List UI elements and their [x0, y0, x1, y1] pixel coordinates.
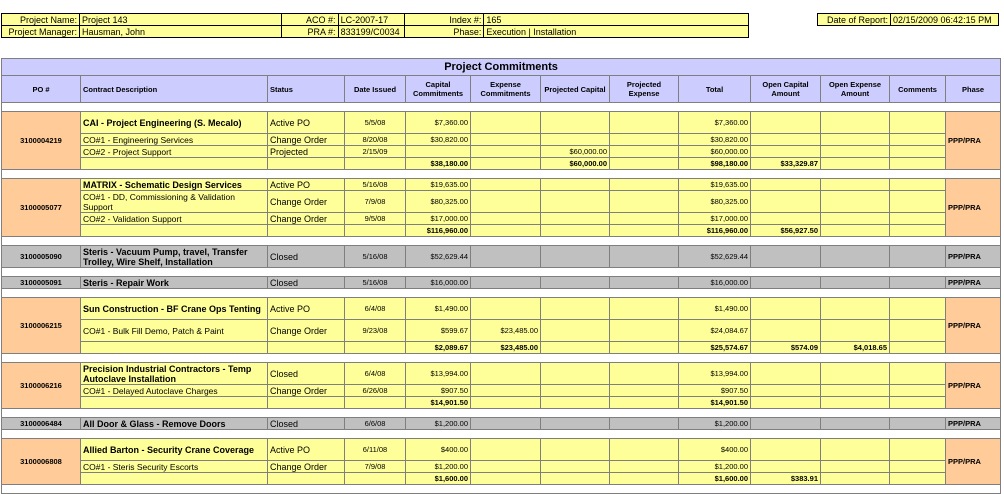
subtotal-projected-capital [541, 473, 610, 485]
capital-commitment-cell: $907.50 [406, 385, 471, 397]
projected-expense-cell [610, 246, 679, 268]
status-cell: Change Order [268, 461, 345, 473]
projected-capital-cell [541, 385, 610, 397]
open-expense-cell [821, 112, 890, 134]
col-open-expense: Open Expense Amount [821, 76, 890, 103]
subtotal-open-capital: $574.09 [751, 342, 821, 354]
subtotal-comments [890, 473, 946, 485]
subtotal-blank [268, 473, 345, 485]
index-label: Index #: [404, 14, 484, 26]
subtotal-row [2, 342, 1001, 354]
capital-commitment-cell [406, 146, 471, 158]
projected-capital-cell [541, 461, 610, 473]
col-comments: Comments [890, 76, 946, 103]
po-number: 3100005077 [2, 179, 81, 237]
contract-description: CAI - Project Engineering (S. Mecalo) [81, 112, 268, 134]
projected-capital-cell [541, 320, 610, 342]
projected-expense-cell [610, 179, 679, 191]
project-name-value: Project 143 [79, 14, 281, 26]
subtotal-comments [890, 225, 946, 237]
projected-expense-cell [610, 277, 679, 289]
total-cell: $1,200.00 [679, 461, 751, 473]
index-value: 165 [484, 14, 749, 26]
open-capital-cell [751, 179, 821, 191]
subtotal-row [2, 225, 1001, 237]
projected-expense-cell [610, 298, 679, 320]
open-capital-cell [751, 298, 821, 320]
table-row [2, 439, 1001, 461]
phase-cell: PPP/PRA [946, 439, 1001, 485]
expense-commitment-cell [471, 213, 541, 225]
table-row [2, 418, 1001, 430]
open-expense-cell [821, 363, 890, 385]
date-issued-cell: 9/5/08 [345, 213, 406, 225]
capital-commitment-cell: $17,000.00 [406, 213, 471, 225]
subtotal-open-capital: $56,927.50 [751, 225, 821, 237]
subtotal-row [2, 473, 1001, 485]
status-cell: Change Order [268, 191, 345, 213]
contract-description: CO#1 - Engineering Services [81, 134, 268, 146]
date-issued-cell: 5/5/08 [345, 112, 406, 134]
contract-description: All Door & Glass - Remove Doors [81, 418, 268, 430]
table-row [2, 461, 1001, 473]
col-expense-commitments: Expense Commitments [471, 76, 541, 103]
subtotal-capital: $1,600.00 [406, 473, 471, 485]
subtotal-capital: $14,901.50 [406, 397, 471, 409]
total-cell: $19,635.00 [679, 179, 751, 191]
subtotal-projected-expense [610, 473, 679, 485]
expense-commitment-cell [471, 179, 541, 191]
comments-cell [890, 277, 946, 289]
col-description: Contract Description [81, 76, 268, 103]
subtotal-open-capital: $33,329.87 [751, 158, 821, 170]
comments-cell [890, 246, 946, 268]
subtotal-blank [81, 158, 268, 170]
capital-commitment-cell: $19,635.00 [406, 179, 471, 191]
project-commitments-table [1, 58, 1001, 494]
status-cell: Active PO [268, 179, 345, 191]
table-row [2, 112, 1001, 134]
subtotal-open-expense [821, 158, 890, 170]
total-cell: $16,000.00 [679, 277, 751, 289]
open-expense-cell [821, 385, 890, 397]
subtotal-open-expense [821, 397, 890, 409]
status-cell: Closed [268, 246, 345, 268]
open-capital-cell [751, 134, 821, 146]
projected-expense-cell [610, 418, 679, 430]
open-expense-cell [821, 461, 890, 473]
subtotal-expense [471, 158, 541, 170]
contract-description: Allied Barton - Security Crane Coverage [81, 439, 268, 461]
subtotal-total: $116,960.00 [679, 225, 751, 237]
open-expense-cell [821, 298, 890, 320]
projected-expense-cell [610, 320, 679, 342]
comments-cell [890, 213, 946, 225]
date-issued-cell: 9/23/08 [345, 320, 406, 342]
subtotal-blank [268, 158, 345, 170]
open-capital-cell [751, 363, 821, 385]
status-cell: Active PO [268, 112, 345, 134]
date-issued-cell: 6/26/08 [345, 385, 406, 397]
capital-commitment-cell: $52,629.44 [406, 246, 471, 268]
comments-cell [890, 363, 946, 385]
capital-commitment-cell: $1,200.00 [406, 461, 471, 473]
projected-expense-cell [610, 461, 679, 473]
expense-commitment-cell [471, 418, 541, 430]
subtotal-projected-expense [610, 342, 679, 354]
contract-description: Steris - Repair Work [81, 277, 268, 289]
total-cell: $1,490.00 [679, 298, 751, 320]
subtotal-capital: $2,089.67 [406, 342, 471, 354]
report-date-value: 02/15/2009 06:42:15 PM [891, 14, 999, 26]
table-row [2, 363, 1001, 385]
comments-cell [890, 298, 946, 320]
group-spacer [2, 170, 1001, 179]
table-title: Project Commitments [2, 59, 1001, 76]
open-capital-cell [751, 461, 821, 473]
open-expense-cell [821, 439, 890, 461]
table-row [2, 298, 1001, 320]
total-cell: $80,325.00 [679, 191, 751, 213]
open-capital-cell [751, 277, 821, 289]
expense-commitment-cell [471, 146, 541, 158]
subtotal-row [2, 397, 1001, 409]
comments-cell [890, 320, 946, 342]
status-cell: Change Order [268, 385, 345, 397]
contract-description: MATRIX - Schematic Design Services [81, 179, 268, 191]
expense-commitment-cell: $23,485.00 [471, 320, 541, 342]
subtotal-blank [81, 473, 268, 485]
open-capital-cell [751, 418, 821, 430]
contract-description: CO#1 - DD, Commissioning & Validation Support [81, 191, 268, 213]
expense-commitment-cell [471, 246, 541, 268]
projected-expense-cell [610, 146, 679, 158]
subtotal-blank [81, 397, 268, 409]
project-manager-label: Project Manager: [2, 26, 80, 38]
date-issued-cell: 6/6/08 [345, 418, 406, 430]
col-projected-capital: Projected Capital [541, 76, 610, 103]
comments-cell [890, 385, 946, 397]
capital-commitment-cell: $30,820.00 [406, 134, 471, 146]
comments-cell [890, 191, 946, 213]
date-issued-cell: 5/16/08 [345, 179, 406, 191]
subtotal-blank [268, 342, 345, 354]
date-issued-cell: 2/15/09 [345, 146, 406, 158]
status-cell: Change Order [268, 320, 345, 342]
subtotal-total: $1,600.00 [679, 473, 751, 485]
open-expense-cell [821, 213, 890, 225]
date-issued-cell: 8/20/08 [345, 134, 406, 146]
col-po: PO # [2, 76, 81, 103]
status-cell: Change Order [268, 134, 345, 146]
contract-description: CO#1 - Bulk Fill Demo, Patch & Paint [81, 320, 268, 342]
subtotal-expense [471, 473, 541, 485]
subtotal-open-capital: $383.91 [751, 473, 821, 485]
date-issued-cell: 5/16/08 [345, 277, 406, 289]
expense-commitment-cell [471, 461, 541, 473]
status-cell: Closed [268, 277, 345, 289]
subtotal-projected-capital [541, 397, 610, 409]
total-cell: $13,994.00 [679, 363, 751, 385]
col-date-issued: Date Issued [345, 76, 406, 103]
phase-cell: PPP/PRA [946, 363, 1001, 409]
subtotal-row [2, 158, 1001, 170]
open-capital-cell [751, 112, 821, 134]
table-row [2, 320, 1001, 342]
capital-commitment-cell: $1,490.00 [406, 298, 471, 320]
open-expense-cell [821, 246, 890, 268]
open-expense-cell [821, 320, 890, 342]
aco-value: LC-2007-17 [338, 14, 404, 26]
projected-capital-cell [541, 418, 610, 430]
contract-description: Steris - Vacuum Pump, travel, Transfer Trolley, Wire Shelf, Installation [81, 246, 268, 268]
capital-commitment-cell: $13,994.00 [406, 363, 471, 385]
subtotal-total: $14,901.50 [679, 397, 751, 409]
total-cell: $17,000.00 [679, 213, 751, 225]
open-capital-cell [751, 191, 821, 213]
capital-commitment-cell: $16,000.00 [406, 277, 471, 289]
subtotal-blank [345, 473, 406, 485]
comments-cell [890, 439, 946, 461]
subtotal-blank [81, 225, 268, 237]
date-issued-cell: 6/4/08 [345, 298, 406, 320]
open-capital-cell [751, 213, 821, 225]
projected-capital-cell [541, 298, 610, 320]
phase-cell: PPP/PRA [946, 179, 1001, 237]
subtotal-projected-expense [610, 158, 679, 170]
status-cell: Active PO [268, 439, 345, 461]
po-number: 3100006215 [2, 298, 81, 354]
comments-cell [890, 179, 946, 191]
status-cell: Change Order [268, 213, 345, 225]
subtotal-projected-capital [541, 342, 610, 354]
projected-capital-cell [541, 112, 610, 134]
subtotal-expense [471, 225, 541, 237]
open-expense-cell [821, 191, 890, 213]
open-expense-cell [821, 418, 890, 430]
projected-capital-cell [541, 191, 610, 213]
total-cell: $7,360.00 [679, 112, 751, 134]
group-spacer [2, 103, 1001, 112]
table-row [2, 277, 1001, 289]
col-phase: Phase [946, 76, 1001, 103]
contract-description: CO#1 - Delayed Autoclave Charges [81, 385, 268, 397]
projected-capital-cell [541, 277, 610, 289]
subtotal-comments [890, 397, 946, 409]
projected-expense-cell [610, 191, 679, 213]
po-number: 3100005090 [2, 246, 81, 268]
group-spacer [2, 430, 1001, 439]
subtotal-blank [268, 397, 345, 409]
projected-capital-cell [541, 134, 610, 146]
group-spacer [2, 237, 1001, 246]
comments-cell [890, 461, 946, 473]
total-cell: $60,000.00 [679, 146, 751, 158]
projected-expense-cell [610, 213, 679, 225]
phase-label: Phase: [404, 26, 484, 38]
phase-value: Execution | Installation [484, 26, 749, 38]
subtotal-open-expense: $4,018.65 [821, 342, 890, 354]
project-name-label: Project Name: [2, 14, 80, 26]
contract-description: CO#2 - Project Support [81, 146, 268, 158]
project-info-panel [1, 13, 749, 38]
subtotal-capital: $38,180.00 [406, 158, 471, 170]
table-row [2, 213, 1001, 225]
projected-capital-cell [541, 246, 610, 268]
comments-cell [890, 418, 946, 430]
open-expense-cell [821, 277, 890, 289]
group-spacer [2, 409, 1001, 418]
projected-capital-cell [541, 363, 610, 385]
comments-cell [890, 146, 946, 158]
phase-cell: PPP/PRA [946, 298, 1001, 354]
po-number: 3100004219 [2, 112, 81, 170]
capital-commitment-cell: $1,200.00 [406, 418, 471, 430]
group-spacer [2, 268, 1001, 277]
phase-cell: PPP/PRA [946, 112, 1001, 170]
subtotal-projected-capital: $60,000.00 [541, 158, 610, 170]
aco-label: ACO #: [281, 14, 338, 26]
total-cell: $52,629.44 [679, 246, 751, 268]
subtotal-expense [471, 397, 541, 409]
table-row [2, 191, 1001, 213]
expense-commitment-cell [471, 191, 541, 213]
col-open-capital: Open Capital Amount [751, 76, 821, 103]
subtotal-comments [890, 342, 946, 354]
subtotal-open-expense [821, 473, 890, 485]
subtotal-capital: $116,960.00 [406, 225, 471, 237]
comments-cell [890, 112, 946, 134]
total-cell: $24,084.67 [679, 320, 751, 342]
projected-capital-cell [541, 213, 610, 225]
subtotal-blank [345, 342, 406, 354]
capital-commitment-cell: $400.00 [406, 439, 471, 461]
open-capital-cell [751, 146, 821, 158]
col-status: Status [268, 76, 345, 103]
subtotal-comments [890, 158, 946, 170]
col-total: Total [679, 76, 751, 103]
subtotal-blank [268, 225, 345, 237]
table-row [2, 179, 1001, 191]
open-expense-cell [821, 134, 890, 146]
capital-commitment-cell: $80,325.00 [406, 191, 471, 213]
pra-value: 833199/C0034 [338, 26, 404, 38]
contract-description: CO#2 - Validation Support [81, 213, 268, 225]
contract-description: Precision Industrial Contractors - Temp Autoclave Installation [81, 363, 268, 385]
status-cell: Closed [268, 363, 345, 385]
po-number: 3100006216 [2, 363, 81, 409]
projected-expense-cell [610, 363, 679, 385]
status-cell: Closed [268, 418, 345, 430]
open-expense-cell [821, 146, 890, 158]
subtotal-projected-expense [610, 397, 679, 409]
subtotal-blank [345, 225, 406, 237]
expense-commitment-cell [471, 277, 541, 289]
capital-commitment-cell: $599.67 [406, 320, 471, 342]
group-spacer [2, 354, 1001, 363]
open-capital-cell [751, 320, 821, 342]
col-capital-commitments: Capital Commitments [406, 76, 471, 103]
date-issued-cell: 7/9/08 [345, 461, 406, 473]
po-number: 3100006484 [2, 418, 81, 430]
open-capital-cell [751, 385, 821, 397]
expense-commitment-cell [471, 385, 541, 397]
phase-cell: PPP/PRA [946, 246, 1001, 268]
pra-label: PRA #: [281, 26, 338, 38]
comments-cell [890, 134, 946, 146]
expense-commitment-cell [471, 298, 541, 320]
capital-commitment-cell: $7,360.00 [406, 112, 471, 134]
subtotal-blank [345, 158, 406, 170]
subtotal-projected-expense [610, 225, 679, 237]
projected-expense-cell [610, 439, 679, 461]
contract-description: Sun Construction - BF Crane Ops Tenting [81, 298, 268, 320]
expense-commitment-cell [471, 134, 541, 146]
table-row [2, 134, 1001, 146]
date-issued-cell: 5/16/08 [345, 246, 406, 268]
open-capital-cell [751, 439, 821, 461]
group-spacer [2, 485, 1001, 494]
expense-commitment-cell [471, 439, 541, 461]
subtotal-expense: $23,485.00 [471, 342, 541, 354]
subtotal-blank [81, 342, 268, 354]
col-projected-expense: Projected Expense [610, 76, 679, 103]
project-manager-value: Hausman, John [79, 26, 281, 38]
projected-capital-cell [541, 439, 610, 461]
contract-description: CO#1 - Steris Security Escorts [81, 461, 268, 473]
total-cell: $30,820.00 [679, 134, 751, 146]
phase-cell: PPP/PRA [946, 277, 1001, 289]
group-spacer [2, 289, 1001, 298]
phase-cell: PPP/PRA [946, 418, 1001, 430]
projected-expense-cell [610, 112, 679, 134]
expense-commitment-cell [471, 363, 541, 385]
status-cell: Active PO [268, 298, 345, 320]
date-issued-cell: 6/11/08 [345, 439, 406, 461]
po-number: 3100005091 [2, 277, 81, 289]
projected-capital-cell: $60,000.00 [541, 146, 610, 158]
subtotal-open-expense [821, 225, 890, 237]
table-row [2, 246, 1001, 268]
subtotal-projected-capital [541, 225, 610, 237]
subtotal-total: $25,574.67 [679, 342, 751, 354]
report-date-label: Date of Report: [818, 14, 891, 26]
projected-capital-cell [541, 179, 610, 191]
total-cell: $1,200.00 [679, 418, 751, 430]
date-issued-cell: 6/4/08 [345, 363, 406, 385]
projected-expense-cell [610, 134, 679, 146]
projected-expense-cell [610, 385, 679, 397]
total-cell: $907.50 [679, 385, 751, 397]
subtotal-total: $98,180.00 [679, 158, 751, 170]
expense-commitment-cell [471, 112, 541, 134]
subtotal-blank [345, 397, 406, 409]
po-number: 3100006808 [2, 439, 81, 485]
total-cell: $400.00 [679, 439, 751, 461]
table-row [2, 385, 1001, 397]
open-expense-cell [821, 179, 890, 191]
date-issued-cell: 7/9/08 [345, 191, 406, 213]
open-capital-cell [751, 246, 821, 268]
status-cell: Projected [268, 146, 345, 158]
subtotal-open-capital [751, 397, 821, 409]
table-row [2, 146, 1001, 158]
report-date-panel [817, 13, 999, 26]
